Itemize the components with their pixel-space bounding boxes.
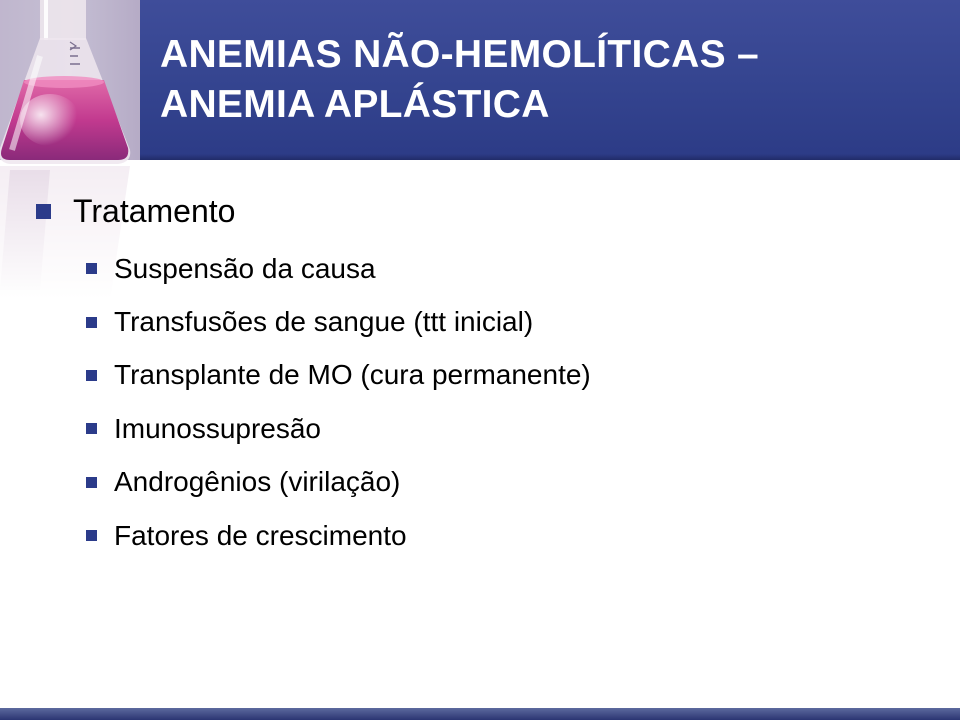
square-bullet-icon: [36, 204, 51, 219]
square-bullet-icon: [86, 317, 97, 328]
list-item-heading: [36, 186, 916, 236]
title-line-1: ANEMIAS NÃO-HEMOLÍTICAS –: [160, 33, 760, 76]
list-item: [86, 509, 916, 562]
sub-list: [36, 242, 916, 562]
list-item-text: Transfusões de sangue (ttt inicial): [114, 306, 534, 338]
list-item: [86, 349, 916, 402]
title-bar-shadow: [0, 154, 960, 160]
heading-text: Tratamento: [73, 192, 236, 229]
list-item-text: Suspensão da causa: [114, 252, 376, 284]
square-bullet-icon: [86, 530, 97, 541]
list-item: [86, 295, 916, 348]
square-bullet-icon: [86, 263, 97, 274]
list-item-text: Imunossupresão: [114, 412, 322, 444]
list-item: [86, 456, 916, 509]
list-item-text: Androgênios (virilação): [114, 466, 401, 498]
square-bullet-icon: [86, 423, 97, 434]
list-item-text: Fatores de crescimento: [114, 519, 407, 551]
list-item: [86, 402, 916, 455]
title-line-2: ANEMIA APLÁSTICA: [160, 83, 550, 126]
slide-title: [160, 30, 940, 130]
footer-bar: [0, 708, 960, 720]
list-item: [86, 242, 916, 295]
list-item-text: Transplante de MO (cura permanente): [114, 359, 591, 391]
slide-content: [36, 186, 916, 562]
square-bullet-icon: [86, 477, 97, 488]
square-bullet-icon: [86, 370, 97, 381]
